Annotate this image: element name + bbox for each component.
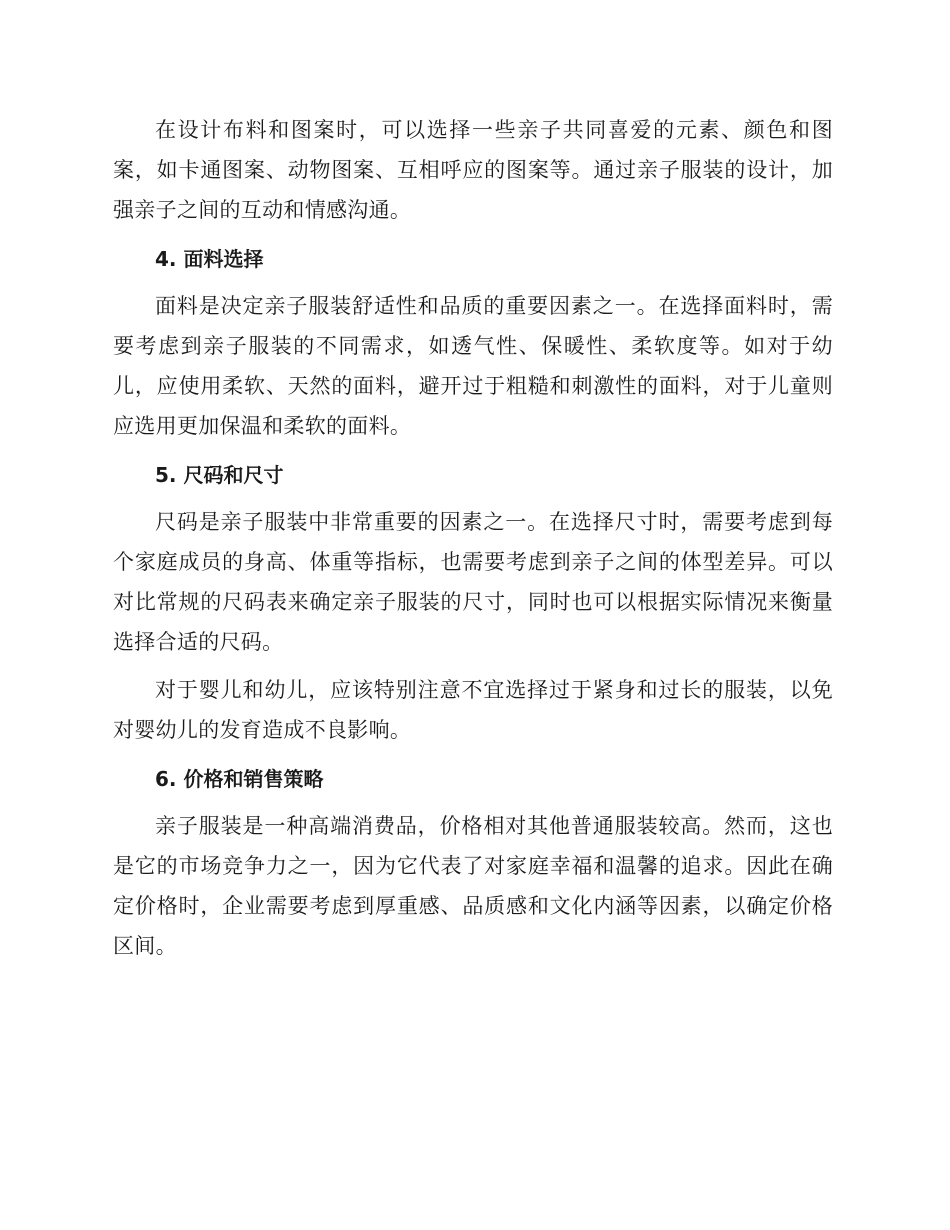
section-heading-sizing: 5. 尺码和尺寸 xyxy=(155,463,284,487)
paragraph-pricing-strategy: 亲子服装是一种高端消费品，价格相对其他普通服装较高。然而，这也是它的市场竞争力之一，因为它代表了对家庭幸福和温馨的追求。因此在确定价格时，企业需要考虑到厚重感、品质感和文化内涵等因素，以确定价格区间。 xyxy=(113,814,833,958)
paragraph-infant-sizing-note: 对于婴儿和幼儿，应该特别注意不宜选择过于紧身和过长的服装，以免对婴幼儿的发育造成不良影响。 xyxy=(113,678,833,742)
paragraph-sizing: 尺码是亲子服装中非常重要的因素之一。在选择尺寸时，需要考虑到每个家庭成员的身高、体重等指标，也需要考虑到亲子之间的体型差异。可以对比常规的尺码表来确定亲子服装的尺寸，同时也可以根据实际情况来衡量选择合适的尺码。 xyxy=(113,510,833,654)
paragraph-fabric-selection: 面料是决定亲子服装舒适性和品质的重要因素之一。在选择面料时，需要考虑到亲子服装的不同需求，如透气性、保暖性、柔软度等。如对于幼儿，应使用柔软、天然的面料，避开过于粗糙和刺激性的面料，对于儿童则应选用更加保温和柔软的面料。 xyxy=(113,294,833,438)
document-page xyxy=(113,110,833,966)
section-heading-fabric-selection: 4. 面料选择 xyxy=(155,247,264,271)
section-heading-pricing-strategy: 6. 价格和销售策略 xyxy=(155,767,324,791)
paragraph-fabric-pattern-design: 在设计布料和图案时，可以选择一些亲子共同喜爱的元素、颜色和图案，如卡通图案、动物图案、互相呼应的图案等。通过亲子服装的设计，加强亲子之间的互动和情感沟通。 xyxy=(113,118,833,222)
